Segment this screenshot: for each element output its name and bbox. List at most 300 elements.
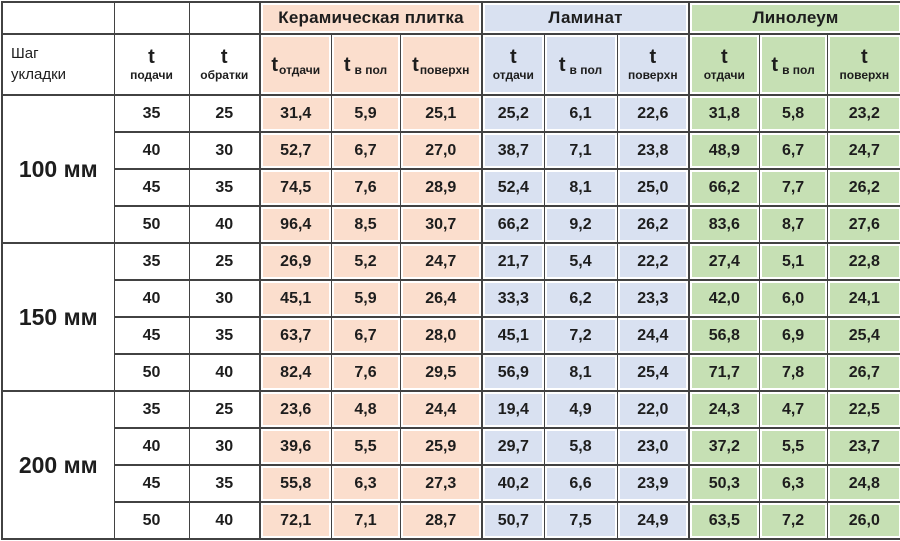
ceramic-value: 96,4 bbox=[263, 209, 329, 240]
ceramic-value-cell bbox=[400, 465, 482, 502]
supply-cell: 50 bbox=[114, 354, 189, 391]
ceramic-value-cell bbox=[260, 354, 331, 391]
ceramic-value: 25,9 bbox=[403, 431, 480, 462]
laminate-value: 22,0 bbox=[620, 394, 687, 425]
t-subscript: отдачи bbox=[279, 62, 321, 77]
col-header-ceramic-otdachi bbox=[260, 34, 331, 95]
laminate-value-cell bbox=[617, 465, 689, 502]
linoleum-value-cell bbox=[827, 502, 900, 539]
linoleum-value: 5,8 bbox=[762, 98, 825, 129]
laminate-value-cell bbox=[482, 206, 544, 243]
laminate-value-cell bbox=[482, 280, 544, 317]
ceramic-value: 39,6 bbox=[263, 431, 329, 462]
ceramic-value-cell bbox=[400, 502, 482, 539]
laminate-value-cell bbox=[544, 317, 617, 354]
laminate-value-cell bbox=[617, 317, 689, 354]
linoleum-value: 56,8 bbox=[692, 320, 757, 351]
laminate-value-cell bbox=[544, 391, 617, 428]
linoleum-value-cell bbox=[759, 354, 827, 391]
linoleum-value: 63,5 bbox=[692, 505, 757, 536]
linoleum-value-cell bbox=[689, 354, 759, 391]
supply-cell: 45 bbox=[114, 465, 189, 502]
table-row bbox=[2, 169, 900, 206]
laminate-value: 6,1 bbox=[547, 98, 615, 129]
return-cell: 30 bbox=[189, 132, 260, 169]
linoleum-value-cell bbox=[827, 280, 900, 317]
linoleum-poverhn-label bbox=[830, 37, 900, 92]
ceramic-value: 6,3 bbox=[334, 468, 398, 499]
ceramic-vpol-label bbox=[334, 37, 398, 92]
group-header-laminate bbox=[482, 2, 689, 34]
group-header-row bbox=[2, 2, 900, 34]
laminate-value-cell bbox=[482, 502, 544, 539]
return-column-header bbox=[189, 34, 260, 95]
laminate-value-cell bbox=[617, 243, 689, 280]
supply-cell: 40 bbox=[114, 428, 189, 465]
table-row bbox=[2, 243, 900, 280]
t-subscript: обратки bbox=[200, 67, 249, 82]
linoleum-value: 22,8 bbox=[830, 246, 900, 277]
linoleum-value-cell bbox=[689, 169, 759, 206]
ceramic-value: 5,9 bbox=[334, 98, 398, 129]
corner-cell-return bbox=[189, 2, 260, 34]
laminate-value-cell bbox=[617, 502, 689, 539]
linoleum-value: 26,2 bbox=[830, 172, 900, 203]
ceramic-value: 5,2 bbox=[334, 246, 398, 277]
supply-cell: 50 bbox=[114, 502, 189, 539]
laminate-value: 8,1 bbox=[547, 172, 615, 203]
t-subscript: в пол bbox=[569, 62, 603, 77]
t-symbol: t bbox=[720, 45, 728, 68]
laminate-value: 25,0 bbox=[620, 172, 687, 203]
supply-cell: 35 bbox=[114, 391, 189, 428]
laminate-value-cell bbox=[544, 428, 617, 465]
linoleum-value: 24,3 bbox=[692, 394, 757, 425]
column-header-row bbox=[2, 34, 900, 95]
t-symbol: t bbox=[343, 53, 351, 76]
laminate-value: 5,4 bbox=[547, 246, 615, 277]
laminate-value: 22,6 bbox=[620, 98, 687, 129]
ceramic-value: 74,5 bbox=[263, 172, 329, 203]
linoleum-value-cell bbox=[689, 428, 759, 465]
laminate-value-cell bbox=[617, 132, 689, 169]
laminate-value-cell bbox=[617, 280, 689, 317]
return-cell: 35 bbox=[189, 465, 260, 502]
linoleum-value-cell bbox=[689, 280, 759, 317]
laminate-value: 8,1 bbox=[547, 357, 615, 388]
laminate-vpol-label bbox=[547, 37, 615, 92]
ceramic-value: 7,6 bbox=[334, 357, 398, 388]
return-header-label bbox=[190, 47, 260, 82]
col-header-ceramic-vpol bbox=[331, 34, 400, 95]
step-cell-150mm: 150 мм bbox=[2, 243, 114, 391]
ceramic-value: 25,1 bbox=[403, 98, 480, 129]
laminate-value: 25,2 bbox=[485, 98, 542, 129]
linoleum-value-cell bbox=[759, 169, 827, 206]
linoleum-value-cell bbox=[759, 465, 827, 502]
col-header-laminate-poverhn bbox=[617, 34, 689, 95]
ceramic-value-cell bbox=[331, 317, 400, 354]
ceramic-value-cell bbox=[260, 502, 331, 539]
laminate-value-cell bbox=[544, 280, 617, 317]
ceramic-value-cell bbox=[331, 243, 400, 280]
linoleum-value-cell bbox=[689, 206, 759, 243]
table-row bbox=[2, 354, 900, 391]
linoleum-value-cell bbox=[827, 169, 900, 206]
return-cell: 35 bbox=[189, 169, 260, 206]
ceramic-value: 55,8 bbox=[263, 468, 329, 499]
ceramic-value-cell bbox=[260, 391, 331, 428]
laminate-value-cell bbox=[617, 169, 689, 206]
ceramic-value-cell bbox=[400, 206, 482, 243]
col-header-laminate-vpol bbox=[544, 34, 617, 95]
linoleum-value: 83,6 bbox=[692, 209, 757, 240]
table-row bbox=[2, 95, 900, 132]
laminate-value: 23,9 bbox=[620, 468, 687, 499]
linoleum-value-cell bbox=[759, 502, 827, 539]
ceramic-value: 5,5 bbox=[334, 431, 398, 462]
step-cell-100mm: 100 мм bbox=[2, 95, 114, 243]
linoleum-value: 5,1 bbox=[762, 246, 825, 277]
t-subscript: отдачи bbox=[703, 67, 745, 82]
ceramic-value-cell bbox=[260, 280, 331, 317]
laminate-value: 33,3 bbox=[485, 283, 542, 314]
linoleum-value-cell bbox=[689, 391, 759, 428]
supply-cell: 45 bbox=[114, 169, 189, 206]
ceramic-value: 6,7 bbox=[334, 320, 398, 351]
ceramic-value-cell bbox=[400, 95, 482, 132]
ceramic-value: 26,9 bbox=[263, 246, 329, 277]
ceramic-value: 28,0 bbox=[403, 320, 480, 351]
linoleum-value-cell bbox=[827, 95, 900, 132]
t-symbol: t bbox=[220, 45, 228, 68]
t-subscript: в пол bbox=[782, 62, 815, 77]
laminate-value-cell bbox=[482, 317, 544, 354]
col-header-linoleum-otdachi bbox=[689, 34, 759, 95]
supply-cell: 40 bbox=[114, 132, 189, 169]
ceramic-value-cell bbox=[400, 132, 482, 169]
laminate-value: 19,4 bbox=[485, 394, 542, 425]
t-symbol: t bbox=[558, 53, 566, 76]
ceramic-value-cell bbox=[260, 169, 331, 206]
laminate-value-cell bbox=[482, 391, 544, 428]
ceramic-value: 5,9 bbox=[334, 283, 398, 314]
laminate-value-cell bbox=[617, 95, 689, 132]
table-row bbox=[2, 465, 900, 502]
ceramic-value: 7,6 bbox=[334, 172, 398, 203]
laminate-value: 23,0 bbox=[620, 431, 687, 462]
laminate-value: 38,7 bbox=[485, 135, 542, 166]
ceramic-value: 31,4 bbox=[263, 98, 329, 129]
linoleum-value-cell bbox=[689, 95, 759, 132]
linoleum-value-cell bbox=[689, 465, 759, 502]
ceramic-value-cell bbox=[260, 428, 331, 465]
t-subscript: поверхн bbox=[419, 62, 470, 77]
laminate-value: 4,9 bbox=[547, 394, 615, 425]
t-symbol: t bbox=[509, 45, 517, 68]
return-cell: 35 bbox=[189, 317, 260, 354]
linoleum-value: 66,2 bbox=[692, 172, 757, 203]
linoleum-vpol-label bbox=[762, 37, 825, 92]
linoleum-value-cell bbox=[689, 317, 759, 354]
laminate-value: 7,1 bbox=[547, 135, 615, 166]
ceramic-value: 4,8 bbox=[334, 394, 398, 425]
linoleum-value: 5,5 bbox=[762, 431, 825, 462]
ceramic-value: 30,7 bbox=[403, 209, 480, 240]
group-header-linoleum bbox=[689, 2, 900, 34]
laminate-value: 52,4 bbox=[485, 172, 542, 203]
linoleum-value: 31,8 bbox=[692, 98, 757, 129]
ceramic-value-cell bbox=[331, 132, 400, 169]
ceramic-value: 24,4 bbox=[403, 394, 480, 425]
ceramic-value: 6,7 bbox=[334, 135, 398, 166]
ceramic-value-cell bbox=[260, 317, 331, 354]
laminate-poverhn-label bbox=[620, 37, 687, 92]
linoleum-value: 8,7 bbox=[762, 209, 825, 240]
laminate-value: 40,2 bbox=[485, 468, 542, 499]
ceramic-value-cell bbox=[400, 169, 482, 206]
laminate-value: 6,2 bbox=[547, 283, 615, 314]
group-header-laminate-label: Ламинат bbox=[485, 5, 686, 31]
t-symbol: t bbox=[271, 53, 279, 76]
linoleum-value: 71,7 bbox=[692, 357, 757, 388]
step-column-header bbox=[2, 34, 114, 95]
t-symbol: t bbox=[649, 45, 657, 68]
return-cell: 40 bbox=[189, 502, 260, 539]
linoleum-value: 26,0 bbox=[830, 505, 900, 536]
ceramic-value: 24,7 bbox=[403, 246, 480, 277]
ceramic-value-cell bbox=[331, 391, 400, 428]
ceramic-value: 63,7 bbox=[263, 320, 329, 351]
supply-cell: 45 bbox=[114, 317, 189, 354]
linoleum-value-cell bbox=[759, 243, 827, 280]
linoleum-value: 6,9 bbox=[762, 320, 825, 351]
ceramic-value: 7,1 bbox=[334, 505, 398, 536]
linoleum-value-cell bbox=[689, 243, 759, 280]
return-cell: 25 bbox=[189, 391, 260, 428]
return-cell: 25 bbox=[189, 243, 260, 280]
laminate-value: 29,7 bbox=[485, 431, 542, 462]
corner-cell-supply bbox=[114, 2, 189, 34]
ceramic-value-cell bbox=[331, 206, 400, 243]
linoleum-value: 4,7 bbox=[762, 394, 825, 425]
linoleum-value: 37,2 bbox=[692, 431, 757, 462]
linoleum-value-cell bbox=[827, 391, 900, 428]
ceramic-value: 26,4 bbox=[403, 283, 480, 314]
linoleum-value: 24,7 bbox=[830, 135, 900, 166]
laminate-value-cell bbox=[482, 428, 544, 465]
ceramic-value: 28,7 bbox=[403, 505, 480, 536]
supply-cell: 35 bbox=[114, 95, 189, 132]
t-subscript: в пол bbox=[354, 62, 388, 77]
laminate-value-cell bbox=[544, 169, 617, 206]
linoleum-value: 6,0 bbox=[762, 283, 825, 314]
laminate-value-cell bbox=[544, 502, 617, 539]
linoleum-value: 25,4 bbox=[830, 320, 900, 351]
linoleum-value: 50,3 bbox=[692, 468, 757, 499]
group-header-linoleum-label: Линолеум bbox=[692, 5, 899, 31]
ceramic-value-cell bbox=[260, 465, 331, 502]
laminate-value-cell bbox=[544, 95, 617, 132]
laminate-value: 45,1 bbox=[485, 320, 542, 351]
linoleum-value: 24,8 bbox=[830, 468, 900, 499]
linoleum-otdachi-label bbox=[692, 37, 757, 92]
linoleum-value: 23,7 bbox=[830, 431, 900, 462]
linoleum-value: 27,6 bbox=[830, 209, 900, 240]
laminate-value-cell bbox=[482, 243, 544, 280]
laminate-value: 21,7 bbox=[485, 246, 542, 277]
table-row bbox=[2, 206, 900, 243]
t-symbol: t bbox=[412, 53, 419, 76]
ceramic-value-cell bbox=[400, 243, 482, 280]
laminate-value: 24,4 bbox=[620, 320, 687, 351]
ceramic-value: 28,9 bbox=[403, 172, 480, 203]
laminate-value-cell bbox=[544, 206, 617, 243]
linoleum-value: 27,4 bbox=[692, 246, 757, 277]
ceramic-value-cell bbox=[331, 354, 400, 391]
ceramic-value: 8,5 bbox=[334, 209, 398, 240]
ceramic-value: 27,3 bbox=[403, 468, 480, 499]
group-header-ceramic-label: Керамическая плитка bbox=[263, 5, 479, 31]
col-header-laminate-otdachi bbox=[482, 34, 544, 95]
laminate-value: 23,3 bbox=[620, 283, 687, 314]
ceramic-value: 29,5 bbox=[403, 357, 480, 388]
ceramic-value: 45,1 bbox=[263, 283, 329, 314]
ceramic-value-cell bbox=[331, 428, 400, 465]
linoleum-value-cell bbox=[827, 206, 900, 243]
laminate-value-cell bbox=[617, 391, 689, 428]
supply-column-header bbox=[114, 34, 189, 95]
step-header-line1: Шаг bbox=[11, 45, 39, 63]
ceramic-poverhn-label bbox=[403, 37, 480, 92]
t-symbol: t bbox=[148, 45, 155, 68]
step-header-line2: укладки bbox=[11, 65, 67, 83]
laminate-value-cell bbox=[482, 465, 544, 502]
return-cell: 30 bbox=[189, 280, 260, 317]
ceramic-value: 82,4 bbox=[263, 357, 329, 388]
floor-heating-temperature-table bbox=[1, 1, 900, 540]
linoleum-value: 42,0 bbox=[692, 283, 757, 314]
ceramic-value-cell bbox=[260, 243, 331, 280]
ceramic-otdachi-label bbox=[263, 37, 329, 92]
laminate-value: 7,2 bbox=[547, 320, 615, 351]
linoleum-value: 48,9 bbox=[692, 135, 757, 166]
linoleum-value: 7,8 bbox=[762, 357, 825, 388]
supply-cell: 50 bbox=[114, 206, 189, 243]
ceramic-value-cell bbox=[400, 391, 482, 428]
return-cell: 30 bbox=[189, 428, 260, 465]
linoleum-value-cell bbox=[759, 132, 827, 169]
table-row bbox=[2, 428, 900, 465]
t-subscript: подачи bbox=[130, 67, 173, 82]
linoleum-value: 24,1 bbox=[830, 283, 900, 314]
ceramic-value: 52,7 bbox=[263, 135, 329, 166]
laminate-value: 23,8 bbox=[620, 135, 687, 166]
ceramic-value-cell bbox=[260, 206, 331, 243]
ceramic-value-cell bbox=[260, 95, 331, 132]
laminate-value-cell bbox=[617, 206, 689, 243]
laminate-value-cell bbox=[544, 465, 617, 502]
col-header-linoleum-poverhn bbox=[827, 34, 900, 95]
linoleum-value: 7,7 bbox=[762, 172, 825, 203]
linoleum-value-cell bbox=[689, 502, 759, 539]
linoleum-value: 22,5 bbox=[830, 394, 900, 425]
laminate-value-cell bbox=[617, 354, 689, 391]
ceramic-value-cell bbox=[400, 280, 482, 317]
laminate-value-cell bbox=[482, 95, 544, 132]
ceramic-value-cell bbox=[331, 502, 400, 539]
linoleum-value-cell bbox=[827, 465, 900, 502]
return-cell: 40 bbox=[189, 206, 260, 243]
linoleum-value-cell bbox=[759, 428, 827, 465]
laminate-value: 24,9 bbox=[620, 505, 687, 536]
linoleum-value: 7,2 bbox=[762, 505, 825, 536]
t-subscript: поверхн bbox=[628, 67, 678, 82]
linoleum-value-cell bbox=[759, 317, 827, 354]
table-row bbox=[2, 502, 900, 539]
laminate-value: 9,2 bbox=[547, 209, 615, 240]
linoleum-value-cell bbox=[759, 391, 827, 428]
ceramic-value: 23,6 bbox=[263, 394, 329, 425]
laminate-value: 6,6 bbox=[547, 468, 615, 499]
laminate-value-cell bbox=[482, 132, 544, 169]
linoleum-value-cell bbox=[827, 243, 900, 280]
linoleum-value-cell bbox=[759, 280, 827, 317]
laminate-value-cell bbox=[482, 169, 544, 206]
ceramic-value-cell bbox=[331, 169, 400, 206]
laminate-value: 7,5 bbox=[547, 505, 615, 536]
laminate-value-cell bbox=[544, 132, 617, 169]
linoleum-value-cell bbox=[827, 354, 900, 391]
step-cell-200mm: 200 мм bbox=[2, 391, 114, 539]
col-header-ceramic-poverhn bbox=[400, 34, 482, 95]
linoleum-value: 26,7 bbox=[830, 357, 900, 388]
laminate-value: 25,4 bbox=[620, 357, 687, 388]
laminate-value-cell bbox=[482, 354, 544, 391]
return-cell: 25 bbox=[189, 95, 260, 132]
laminate-value: 50,7 bbox=[485, 505, 542, 536]
t-subscript: поверхн bbox=[839, 67, 890, 82]
linoleum-value-cell bbox=[759, 95, 827, 132]
laminate-value: 56,9 bbox=[485, 357, 542, 388]
linoleum-value-cell bbox=[827, 428, 900, 465]
linoleum-value-cell bbox=[827, 132, 900, 169]
table-row bbox=[2, 317, 900, 354]
group-header-ceramic bbox=[260, 2, 482, 34]
linoleum-value: 6,3 bbox=[762, 468, 825, 499]
ceramic-value-cell bbox=[400, 428, 482, 465]
table-row bbox=[2, 280, 900, 317]
laminate-value: 66,2 bbox=[485, 209, 542, 240]
laminate-value-cell bbox=[544, 354, 617, 391]
linoleum-value: 23,2 bbox=[830, 98, 900, 129]
linoleum-value-cell bbox=[759, 206, 827, 243]
laminate-value-cell bbox=[544, 243, 617, 280]
ceramic-value-cell bbox=[331, 280, 400, 317]
t-symbol: t bbox=[860, 45, 868, 68]
supply-cell: 40 bbox=[114, 280, 189, 317]
step-column-header-label bbox=[3, 44, 114, 85]
laminate-value-cell bbox=[617, 428, 689, 465]
supply-cell: 35 bbox=[114, 243, 189, 280]
ceramic-value: 72,1 bbox=[263, 505, 329, 536]
t-subscript: отдачи bbox=[492, 67, 534, 82]
laminate-otdachi-label bbox=[485, 37, 542, 92]
linoleum-value: 6,7 bbox=[762, 135, 825, 166]
return-cell: 40 bbox=[189, 354, 260, 391]
ceramic-value-cell bbox=[400, 354, 482, 391]
ceramic-value-cell bbox=[260, 132, 331, 169]
